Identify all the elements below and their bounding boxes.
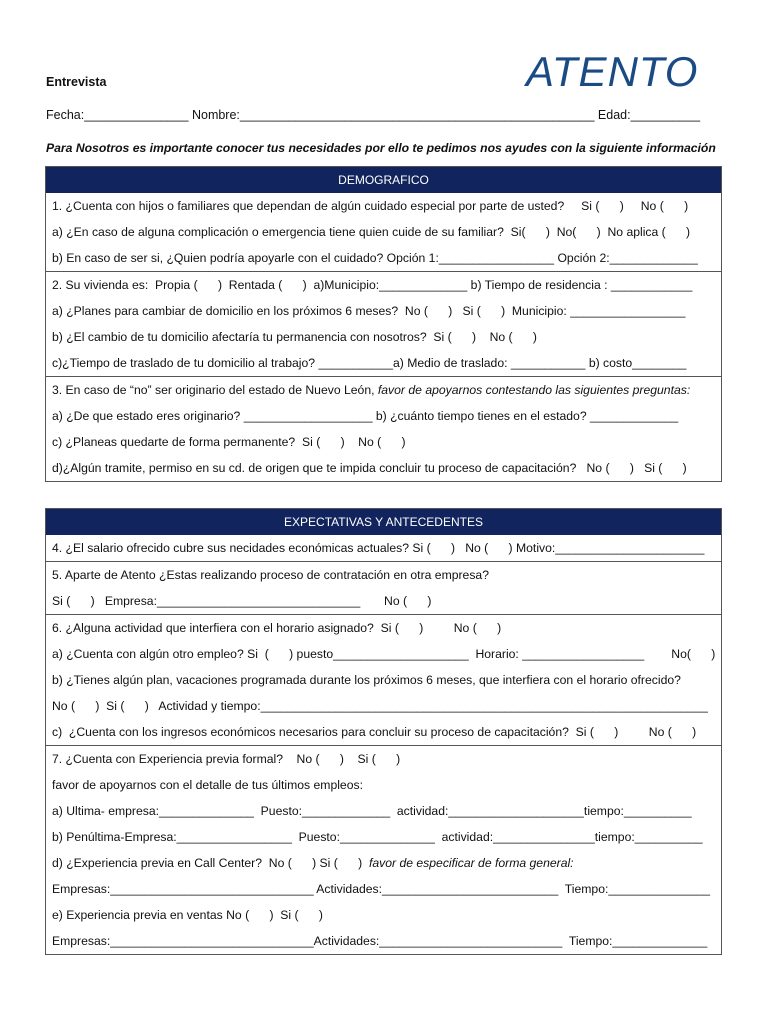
q4-line[interactable]: 4. ¿El salario ofrecido cubre sus necidades económicas actuales? Si ( ) No ( ) Motivo:______________________ [52, 541, 705, 555]
page-title: Entrevista [46, 75, 107, 89]
q3-line[interactable]: d)¿Algún tramite, permiso en su cd. de origen que te impida concluir tu proceso de capacitación? No ( ) Si ( ) [52, 461, 687, 475]
q7d-italic: favor de especificar de forma general: [368, 856, 574, 870]
q7-line[interactable]: b) Penúltima-Empresa:_________________ Puesto:______________ actividad:_______________tiempo:__________ [52, 830, 703, 844]
q6-line[interactable]: 6. ¿Alguna actividad que interfiera con el horario asignado? Si ( ) No ( ) [52, 621, 502, 635]
q3-text: 3. En caso de “no” ser originario del estado de Nuevo León, [52, 383, 378, 397]
q6-line[interactable]: a) ¿Cuenta con algún otro empleo? Si ( ) puesto____________________ Horario: __________________ No( ) [52, 647, 716, 661]
q1-line[interactable]: 1. ¿Cuenta con hijos o familiares que dependan de algún cuidado especial por parte de usted? Si ( ) No ( ) [52, 199, 689, 213]
expectativas-heading: EXPECTATIVAS Y ANTECEDENTES [46, 509, 721, 535]
q4-block [46, 535, 721, 561]
q2-line[interactable]: a) ¿Planes para cambiar de domicilio en los próximos 6 meses? No ( ) Si ( ) Municipio: _________________ [52, 304, 686, 318]
q7-line[interactable]: Empresas:______________________________ Actividades:__________________________ Tiempo:_______________ [52, 882, 711, 896]
q3-line [52, 377, 721, 403]
demografico-table [45, 166, 722, 482]
expectativas-table [45, 508, 722, 955]
q7-line[interactable]: a) Ultima- empresa:______________ Puesto:_____________ actividad:____________________tiempo:__________ [52, 804, 692, 818]
q2-block [46, 271, 721, 376]
logo-text: ATENTO [526, 50, 699, 94]
q2-line[interactable]: 2. Su vivienda es: Propia ( ) Rentada ( ) a)Municipio:_____________ b) Tiempo de residencia : ____________ [52, 278, 693, 292]
intro-text: Para Nosotros es importante conocer tus necesidades por ello te pedimos nos ayudes con la siguiente información [46, 141, 716, 155]
q5-line[interactable]: Si ( ) Empresa:______________________________ No ( ) [52, 594, 432, 608]
q1-line[interactable]: b) En caso de ser si, ¿Quien podría apoyarle con el cuidado? Opción 1:_________________ Opción 2:_____________ [52, 251, 698, 265]
q7-block [46, 745, 721, 954]
q7-line[interactable]: 7. ¿Cuenta con Experiencia previa formal? No ( ) Si ( ) [52, 752, 401, 766]
q1-line[interactable]: a) ¿En caso de alguna complicación o emergencia tiene quien cuide de su familiar? Si( ) No( ) No aplica ( ) [52, 225, 691, 239]
q6-line: b) ¿Tienes algún plan, vacaciones programada durante los próximos 6 meses, que interfiera con el horario ofrecido? [52, 673, 681, 687]
q7-line[interactable]: e) Experiencia previa en ventas No ( ) Si ( ) [52, 908, 323, 922]
q2-line[interactable]: c)¿Tiempo de traslado de tu domicilio al trabajo? ___________a) Medio de traslado: ___________ b) costo________ [52, 356, 687, 370]
q7d-text: d) ¿Experiencia previa en Call Center? No ( ) Si ( ) [52, 856, 369, 870]
q6-line[interactable]: c) ¿Cuenta con los ingresos económicos necesarios para concluir su proceso de capacitación? Si ( ) No ( ) [52, 725, 697, 739]
q3-italic: favor de apoyarnos contestando las siguientes preguntas: [377, 383, 691, 397]
q3-line[interactable]: a) ¿De que estado eres originario? ___________________ b) ¿cuánto tiempo tienes en el estado? _____________ [52, 409, 679, 423]
q5-block [46, 561, 721, 614]
q7-line[interactable]: Empresas:______________________________Actividades:___________________________ Tiempo:______________ [52, 934, 708, 948]
atento-logo [524, 50, 714, 99]
demografico-heading: DEMOGRAFICO [46, 167, 721, 193]
header-fields[interactable]: Fecha:_______________ Nombre:___________________________________________________ Edad:__________ [46, 108, 701, 122]
q5-line: 5. Aparte de Atento ¿Estas realizando proceso de contratación en otra empresa? [52, 568, 489, 582]
q1-block [46, 193, 721, 271]
q7-line: favor de apoyarnos con el detalle de tus últimos empleos: [52, 778, 363, 792]
q6-block [46, 614, 721, 745]
q6-line[interactable]: No ( ) Si ( ) Actividad y tiempo:__________________________________________________________________ [52, 699, 708, 713]
q3-line[interactable]: c) ¿Planeas quedarte de forma permanente? Si ( ) No ( ) [52, 435, 406, 449]
q2-line[interactable]: b) ¿El cambio de tu domicilio afectaría tu permanencia con nosotros? Si ( ) No ( ) [52, 330, 537, 344]
q3-block [46, 376, 721, 481]
q7-line[interactable] [52, 850, 721, 876]
